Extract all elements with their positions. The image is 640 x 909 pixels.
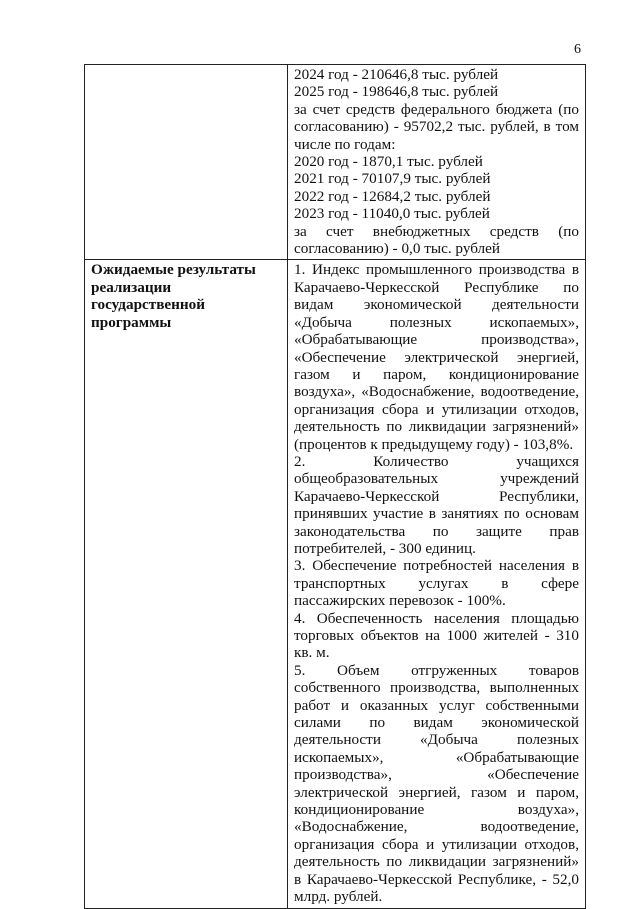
funding-row: [85, 65, 586, 260]
funding-value-cell: [288, 65, 586, 260]
program-passport-table: [84, 64, 586, 909]
funding-label-cell: [85, 65, 288, 260]
funding-line: за счет внебюджетных средств (по согласованию) - 0,0 тыс. рублей: [294, 222, 579, 258]
page-number: 6: [574, 42, 581, 57]
funding-line: 2023 год - 11040,0 тыс. рублей: [294, 205, 490, 223]
funding-line: 2020 год - 1870,1 тыс. рублей: [294, 153, 483, 171]
results-label: Ожидаемые результаты реализации государственной программы: [85, 260, 288, 908]
funding-line: 2022 год - 12684,2 тыс. рублей: [294, 187, 491, 205]
result-item: 2. Количество учащихся общеобразовательных учреждений Карачаево-Черкесской Республики, принявших участие в занятиях по основам законодательства по защите прав потребителей, - 300 единиц.: [294, 452, 579, 557]
results-value-cell: [288, 260, 586, 908]
result-item: 3. Обеспечение потребностей населения в транспортных услугах в сфере пассажирских перевозок - 100%.: [294, 557, 579, 610]
result-item: 4. Обеспеченность населения площадью торговых объектов на 1000 жителей - 310 кв. м.: [294, 609, 579, 662]
funding-line: 2025 год - 198646,8 тыс. рублей: [294, 83, 499, 101]
funding-line: 2021 год - 70107,9 тыс. рублей: [294, 170, 491, 188]
funding-line: за счет средств федерального бюджета (по согласованию) - 95702,2 тыс. рублей, в том числе по годам:: [294, 100, 579, 153]
result-item: 1. Индекс промышленного производства в Карачаево-Черкесской Республике по видам экономической деятельности «Добыча полезных ископаемых», «Обрабатывающие производства», «Обеспечение электрической энергией, газом и паром, кондиционирование воздуха», «Водоснабжение, водоотведение, организация сбора и утилизации отходов, деятельность по ликвидации загрязнений» (процентов к предыдущему году) - 103,8%.: [294, 261, 579, 453]
result-item: 5. Объем отгруженных товаров собственного производства, выполненных работ и оказанных услуг собственными силами по видам экономической деятельности «Добыча полезных ископаемых», «Обрабатывающие производства», «Обеспечение электрической энергией, газом и паром, кондиционирование воздуха», «Водоснабжение, водоотведение, организация сбора и утилизации отходов, деятельность по ликвидации загрязнений» в Карачаево-Черкесской Республике, - 52,0 млрд. рублей.: [294, 661, 579, 906]
funding-line: 2024 год - 210646,8 тыс. рублей: [294, 66, 499, 83]
results-row: [85, 260, 586, 908]
